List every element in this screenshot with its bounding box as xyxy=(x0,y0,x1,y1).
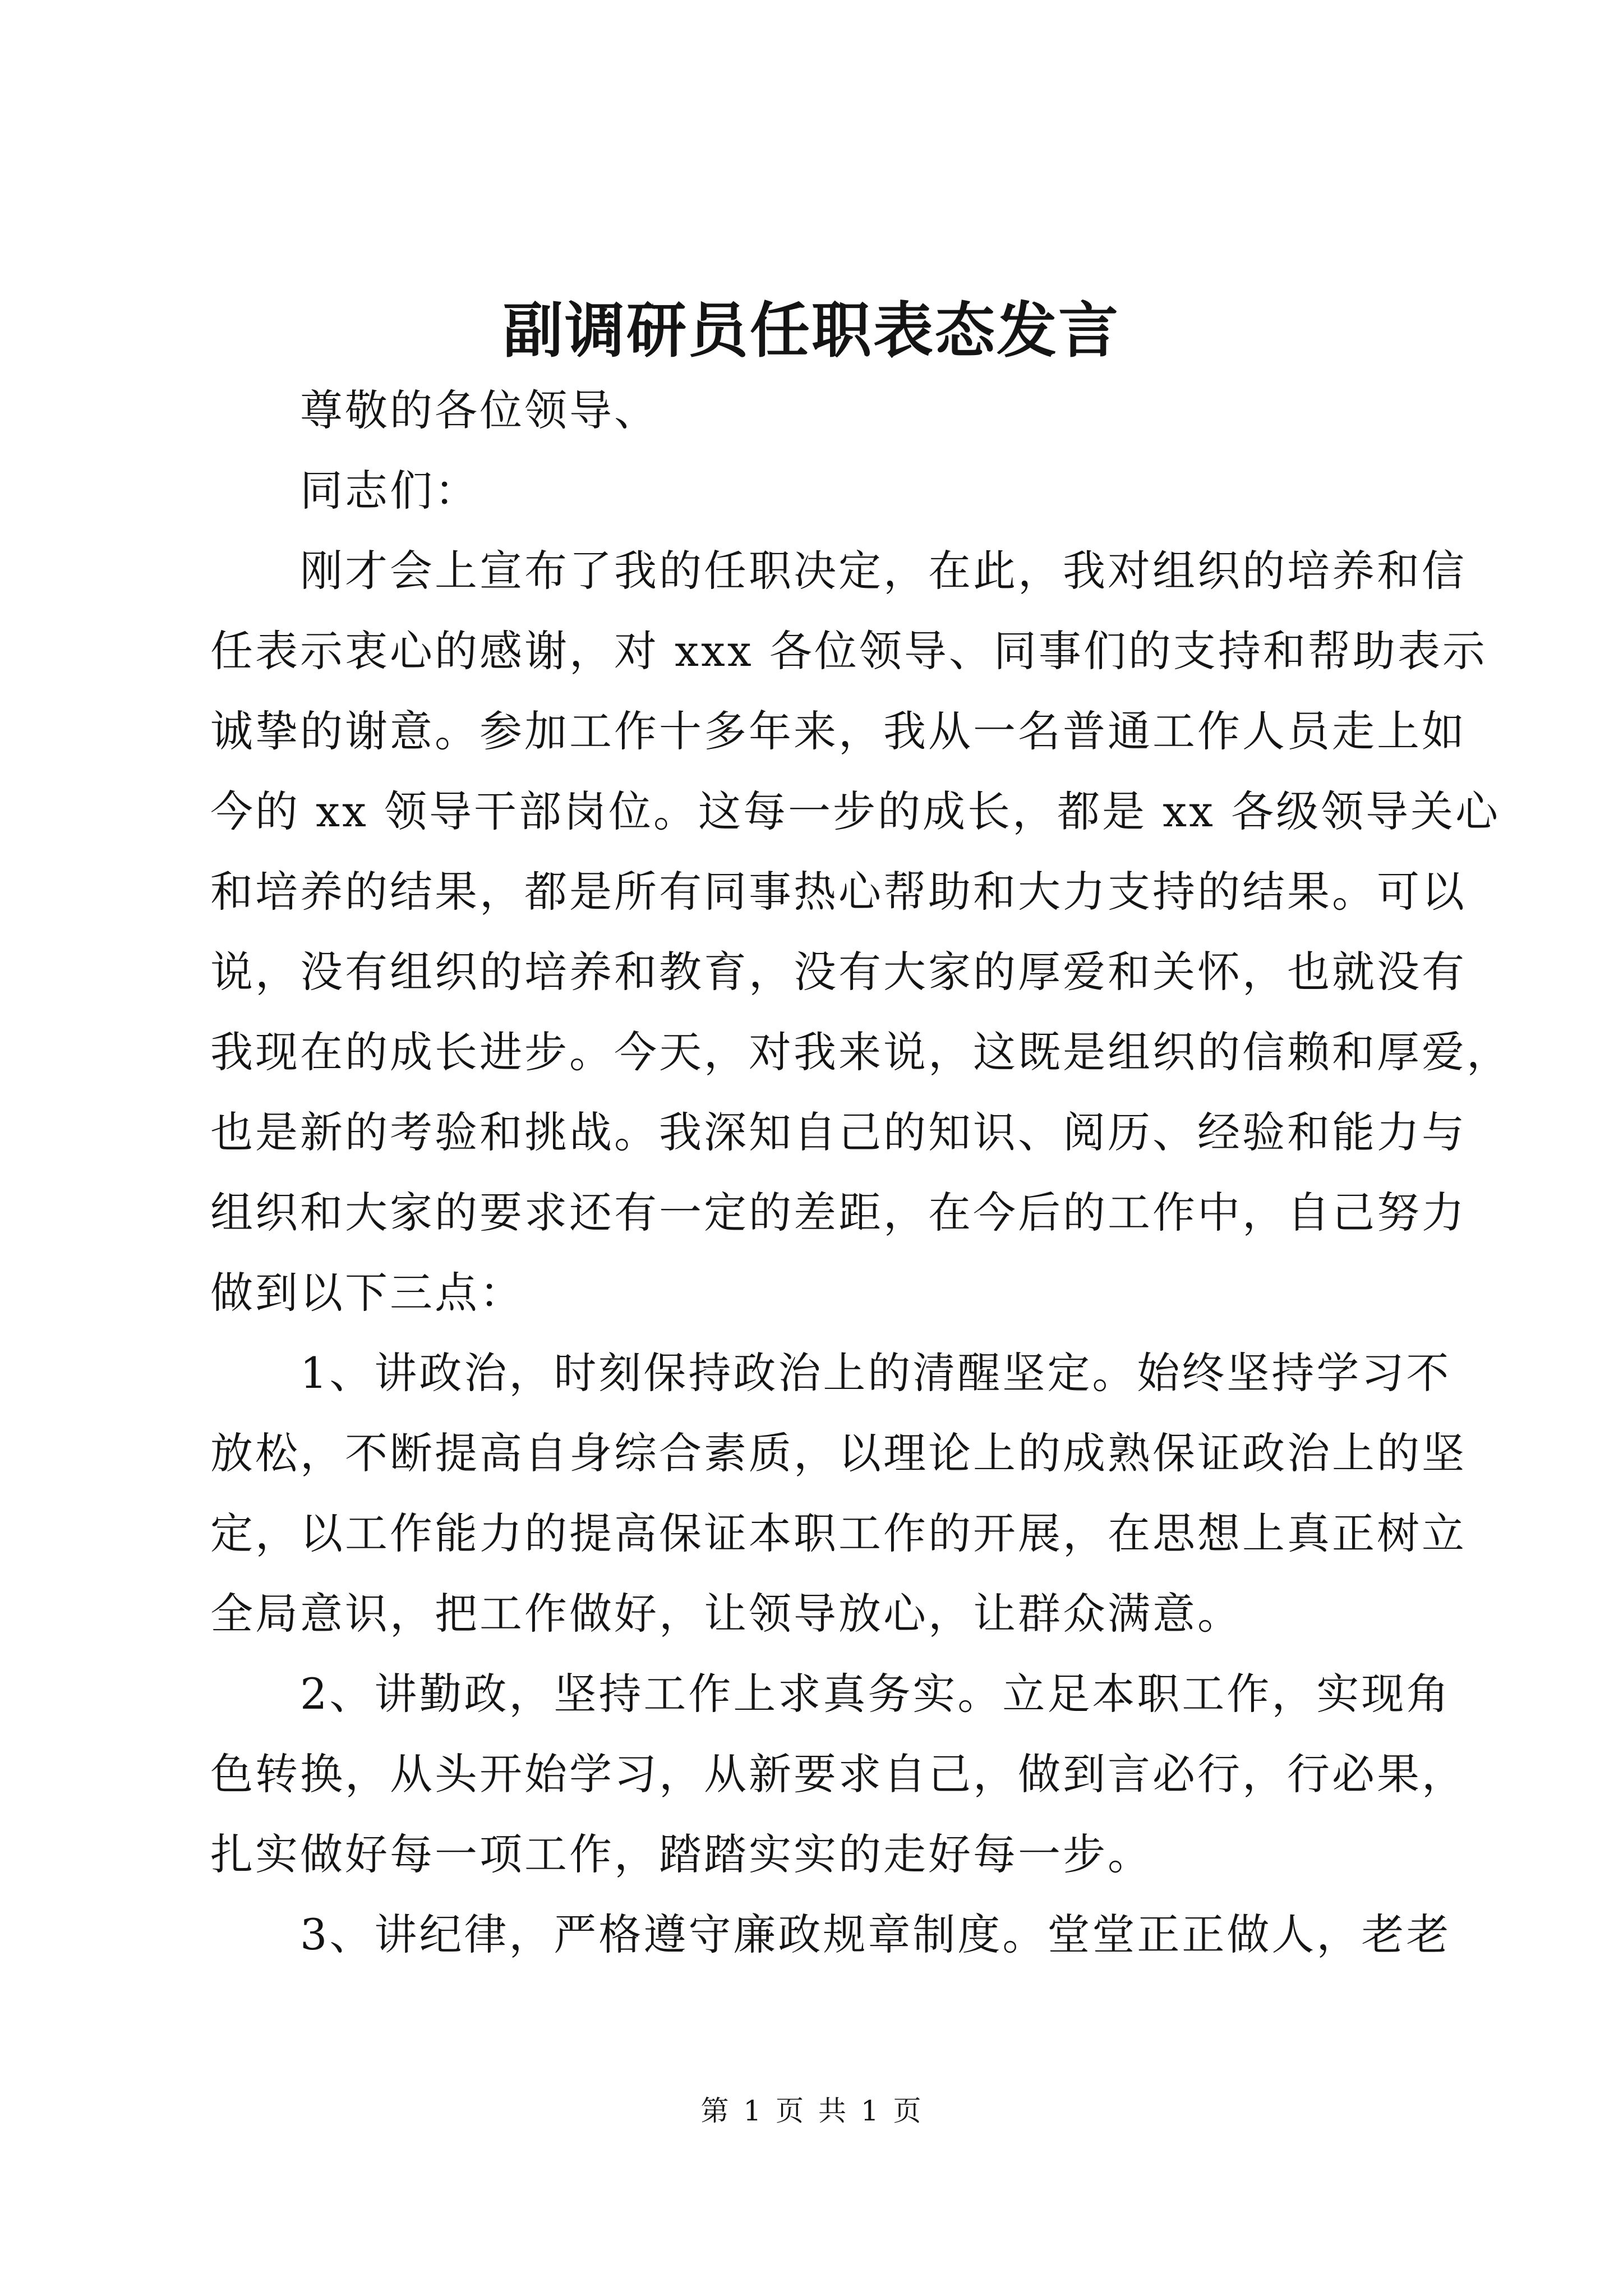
text-line: 扎实做好每一项工作，踏踏实实的走好每一步。 xyxy=(210,1829,1152,1879)
page-footer: 第 1 页 共 1 页 xyxy=(700,2095,923,2127)
text-line: 诚挚的谢意。参加工作十多年来，我从一名普通工作人员走上如 xyxy=(210,706,1467,756)
text-line: 定，以工作能力的提高保证本职工作的开展，在思想上真正树立 xyxy=(210,1508,1467,1558)
document-body xyxy=(210,370,1511,1975)
text-line: 同志们： xyxy=(300,466,479,516)
text-line: 任表示衷心的感谢，对 xxx 各位领导、同事们的支持和帮助表示 xyxy=(210,626,1487,676)
text-line: 1、讲政治，时刻保持政治上的清醒坚定。始终坚持学习不 xyxy=(300,1348,1451,1398)
text-line: 色转换，从头开始学习，从新要求自己，做到言必行，行必果， xyxy=(210,1749,1467,1799)
text-line: 今的 xx 领导干部岗位。这每一步的成长，都是 xx 各级领导关心 xyxy=(210,786,1501,836)
document-title: 副调研员任职表态发言 xyxy=(502,296,1120,366)
text-line: 做到以下三点： xyxy=(210,1268,524,1318)
text-line: 和培养的结果，都是所有同事热心帮助和大力支持的结果。可以 xyxy=(210,867,1467,917)
text-line: 全局意识，把工作做好，让领导放心，让群众满意。 xyxy=(210,1589,1242,1639)
text-line: 说，没有组织的培养和教育，没有大家的厚爱和关怀，也就没有 xyxy=(210,947,1467,997)
text-line: 3、讲纪律，严格遵守廉政规章制度。堂堂正正做人，老老 xyxy=(300,1910,1451,1959)
text-line: 也是新的考验和挑战。我深知自己的知识、阅历、经验和能力与 xyxy=(210,1107,1467,1157)
text-line: 放松，不断提高自身综合素质，以理论上的成熟保证政治上的坚 xyxy=(210,1428,1467,1478)
text-line: 组织和大家的要求还有一定的差距，在今后的工作中，自己努力 xyxy=(210,1188,1467,1237)
text-line: 刚才会上宣布了我的任职决定，在此，我对组织的培养和信 xyxy=(300,546,1467,596)
text-line: 2、讲勤政，坚持工作上求真务实。立足本职工作，实现角 xyxy=(300,1669,1451,1719)
text-line: 尊敬的各位领导、 xyxy=(300,385,659,435)
text-line: 我现在的成长进步。今天，对我来说，这既是组织的信赖和厚爱， xyxy=(210,1027,1511,1077)
